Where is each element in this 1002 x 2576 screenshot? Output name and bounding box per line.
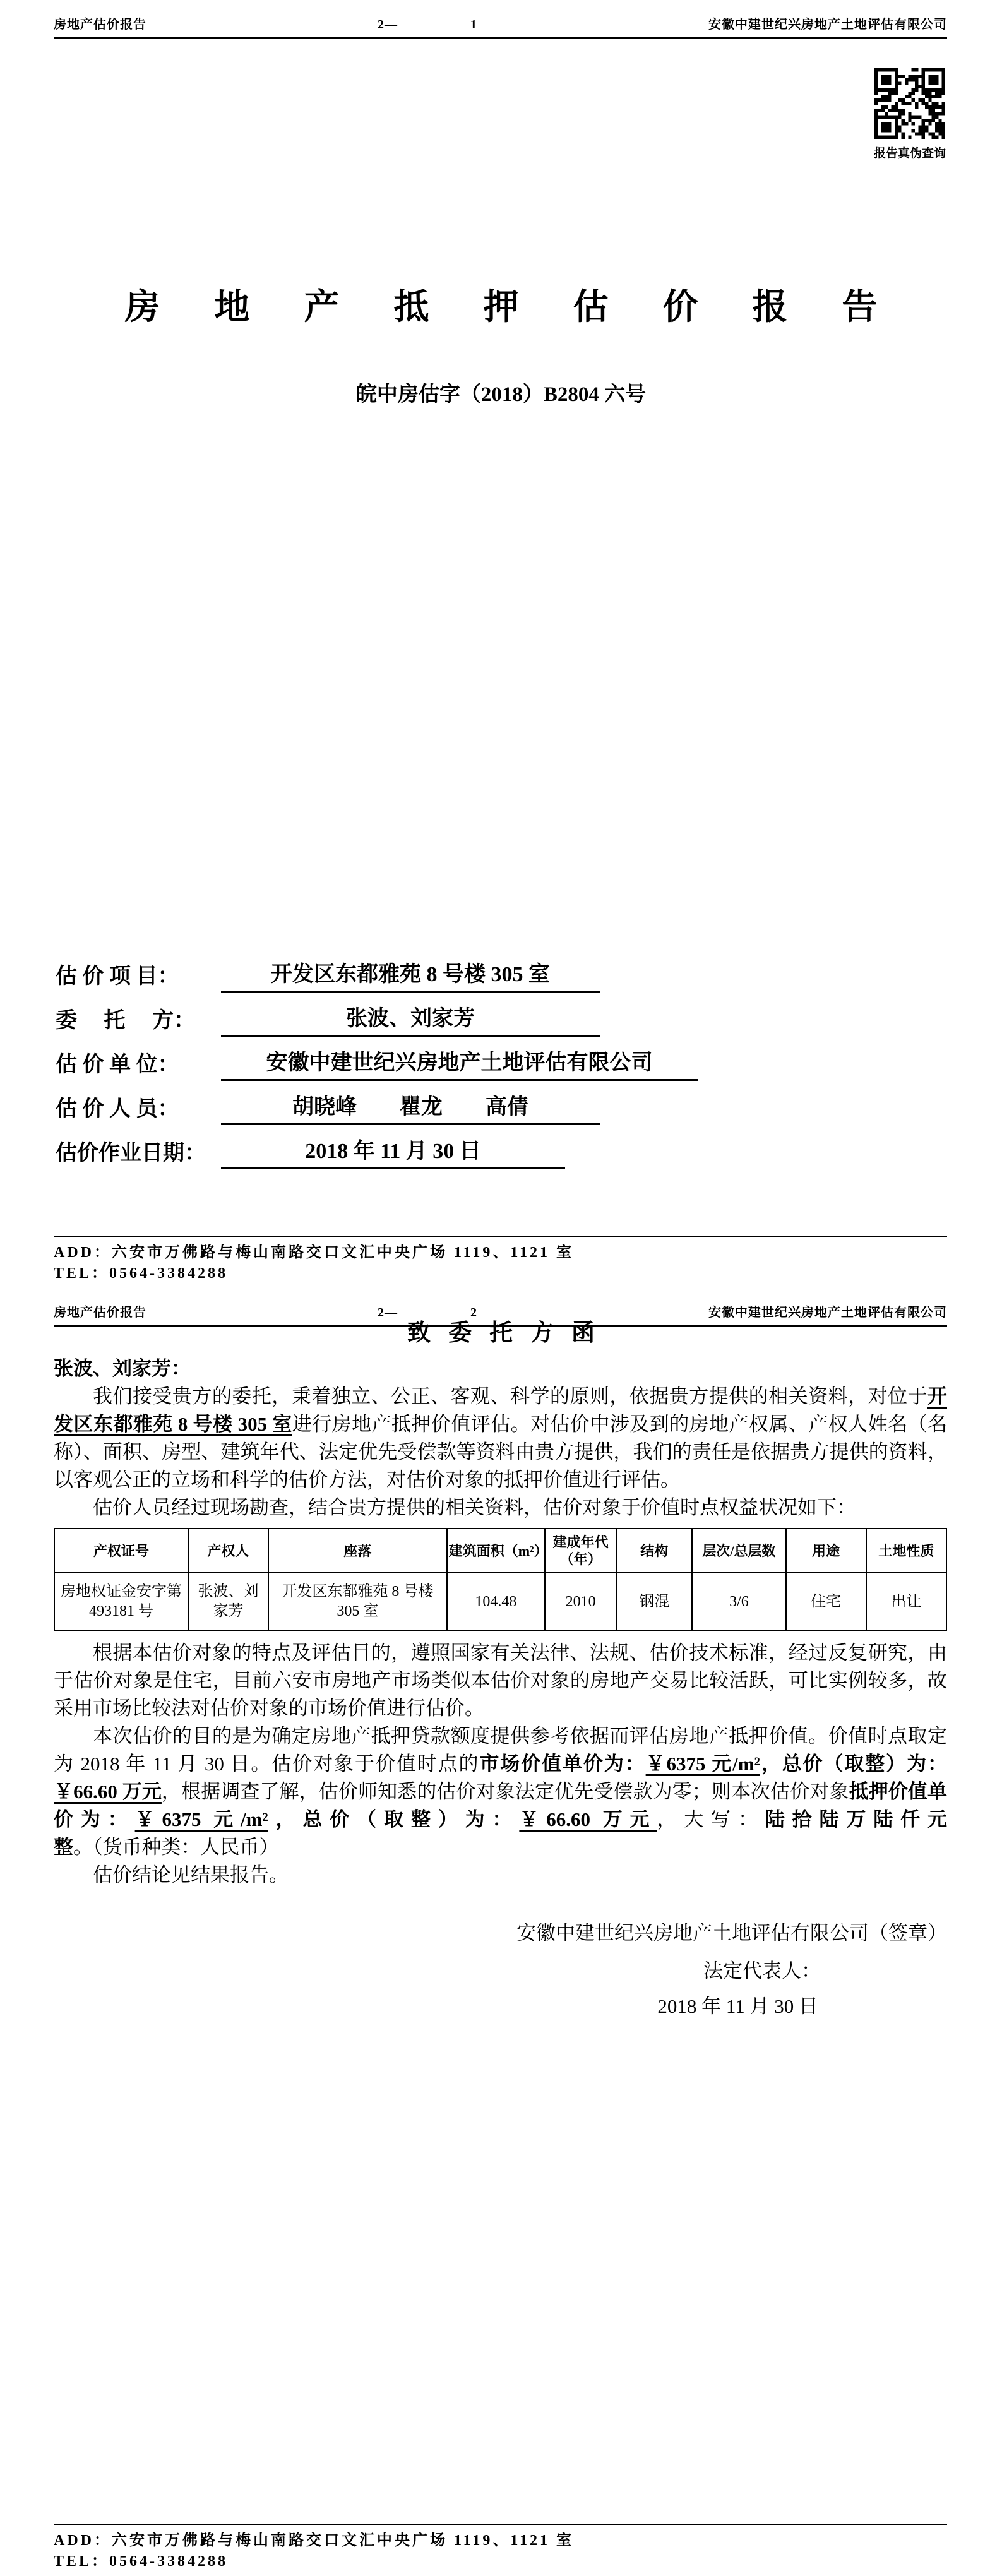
header-usage: 用途 xyxy=(786,1529,866,1573)
report-page-2 xyxy=(0,1288,1002,2576)
field-label-project: 估 价 项 目： xyxy=(56,965,179,988)
signature-date: 2018 年 11 月 30 日 xyxy=(657,1995,818,2017)
table-row xyxy=(54,1573,946,1631)
paragraph-survey: 估价人员经过现场勘查，结合贵方提供的相关资料，估价对象于价值时点权益状况如下： xyxy=(93,1496,856,1518)
text-segment: ， xyxy=(268,1808,303,1830)
text-segment: ￥6375 元/m² xyxy=(645,1753,760,1775)
cell-location: 开发区东都雅苑 8 号楼 305 室 xyxy=(268,1573,447,1631)
field-label-appraisal-firm: 估 价 单 位： xyxy=(56,1053,179,1076)
field-row-appraisal-date xyxy=(56,1125,698,1169)
header-year-built: 建成年代（年） xyxy=(545,1529,616,1573)
header-page-current: 2 xyxy=(470,1306,477,1320)
signature-company: 安徽中建世纪兴房地产土地评估有限公司（签章） xyxy=(516,1922,947,1944)
text-segment: 开发区东都雅苑 8 号楼 305 室 xyxy=(54,1385,947,1435)
field-value-appraisers: 胡晓峰 瞿龙 高倩 xyxy=(221,1089,600,1125)
header-page-number xyxy=(378,18,477,32)
page-footer xyxy=(54,1236,947,1284)
paragraph-engagement xyxy=(54,1383,947,1494)
footer-tel: TEL：0564-3384288 xyxy=(54,2553,229,2570)
text-segment: ￥66.60 万元 xyxy=(519,1808,657,1830)
header-page-total: 2— xyxy=(378,18,398,32)
page-footer xyxy=(54,2524,947,2572)
field-label-client: 委 托 方： xyxy=(56,1009,195,1032)
header-floor-area: 建筑面积（m²） xyxy=(447,1529,545,1573)
table-header-row xyxy=(54,1529,946,1573)
signature-block xyxy=(54,1919,947,2020)
header-location: 座落 xyxy=(268,1529,447,1573)
cover-fields xyxy=(56,948,698,1169)
text-segment: 抵押价值单价为： xyxy=(54,1780,948,1830)
text-segment: ￥66.60 万元 xyxy=(54,1780,162,1803)
signature-legal-rep: 法定代表人： xyxy=(703,1960,821,1982)
header-company-name: 安徽中建世纪兴房地产土地评估有限公司 xyxy=(708,18,947,32)
field-row-client xyxy=(56,993,698,1037)
field-value-appraisal-date: 2018 年 11 月 30 日 xyxy=(221,1133,565,1169)
header-page-total: 2— xyxy=(378,1306,398,1320)
field-row-project xyxy=(56,948,698,993)
cell-owner: 张波、刘家芳 xyxy=(188,1573,268,1631)
letter-body xyxy=(54,1355,947,2020)
text-segment: 。（货币种类：人民币） xyxy=(73,1836,279,1858)
field-label-appraisers: 估 价 人 员： xyxy=(56,1097,179,1121)
text-segment: 总价（取整）为： xyxy=(302,1808,520,1830)
header-owner: 产权人 xyxy=(188,1529,268,1573)
text-segment: ，根据调查了解，估价师知悉的估价对象法定优先受偿款为零；则本次估价对象 xyxy=(161,1780,849,1803)
field-row-appraisers xyxy=(56,1081,698,1125)
report-title: 房地产抵押估价报告 xyxy=(124,288,932,327)
header-structure: 结构 xyxy=(616,1529,692,1573)
cell-structure: 钢混 xyxy=(616,1573,692,1631)
cell-land-nature: 出让 xyxy=(866,1573,946,1631)
cell-year-built: 2010 xyxy=(545,1573,616,1631)
cell-floor-area: 104.48 xyxy=(447,1573,545,1631)
cell-certificate-no: 房地权证金安字第 493181 号 xyxy=(54,1573,188,1631)
header-doc-type: 房地产估价报告 xyxy=(54,1306,146,1320)
footer-address: ADD：六安市万佛路与梅山南路交口文汇中央广场 1119、1121 室 xyxy=(54,1244,575,1261)
header-certificate-no: 产权证号 xyxy=(54,1529,188,1573)
salutation: 张波、刘家芳： xyxy=(54,1357,191,1380)
field-row-appraisal-firm xyxy=(56,1037,698,1081)
text-segment: ， xyxy=(760,1753,782,1775)
header-page-current: 1 xyxy=(470,18,477,32)
text-segment: 总价（取整）为： xyxy=(782,1753,947,1775)
header-floor-level: 层次/总层数 xyxy=(692,1529,785,1573)
qr-code xyxy=(871,68,948,139)
text-segment: 进行房地产抵押价值评估。对估价中涉及到的房地产权属、产权人姓名（名称）、面积、房型、建筑年代、法定优先受偿款等资料由贵方提供，我们的责任是依据贵方提供的资料，以客观公正的立场和科学的估价方法，对估价对象的抵押价值进行评估。 xyxy=(54,1413,947,1491)
qr-verification-block xyxy=(871,68,948,161)
footer-address: ADD：六安市万佛路与梅山南路交口文汇中央广场 1119、1121 室 xyxy=(54,2532,575,2549)
text-segment: ，大写： xyxy=(657,1808,765,1830)
report-number: 皖中房估字（2018）B2804 六号 xyxy=(355,383,647,406)
field-value-appraisal-firm: 安徽中建世纪兴房地产土地评估有限公司 xyxy=(221,1045,698,1081)
text-segment: 我们接受贵方的委托，秉着独立、公正、客观、科学的原则，依据贵方提供的相关资料，对位于 xyxy=(93,1385,927,1407)
field-value-client: 张波、刘家芳 xyxy=(221,1001,600,1037)
text-segment: 市场价值单价为： xyxy=(479,1753,646,1775)
footer-tel: TEL：0564-3384288 xyxy=(54,1265,229,1282)
header-company-name: 安徽中建世纪兴房地产土地评估有限公司 xyxy=(708,1306,947,1320)
paragraph-method: 根据本估价对象的特点及评估目的，遵照国家有关法律、法规、估价技术标准，经过反复研究，由于估价对象是住宅，目前六安市房地产市场类似本估价对象的房地产交易比较活跃，可比实例较多，故采用市场比较法对估价对象的市场价值进行估价。 xyxy=(54,1642,947,1719)
text-segment: 陆拾陆万陆仟元整 xyxy=(54,1808,948,1858)
cell-usage: 住宅 xyxy=(786,1573,866,1631)
paragraph-conclusion: 估价结论见结果报告。 xyxy=(93,1864,289,1886)
header-land-nature: 土地性质 xyxy=(866,1529,946,1573)
qr-caption: 报告真伪查询 xyxy=(873,147,946,160)
text-segment: ￥6375 元/m² xyxy=(134,1808,268,1830)
field-label-appraisal-date: 估价作业日期： xyxy=(56,1142,206,1165)
header-doc-type: 房地产估价报告 xyxy=(54,18,146,32)
letter-title: 致委托方函 xyxy=(407,1320,612,1346)
cell-floor-level: 3/6 xyxy=(692,1573,785,1631)
field-value-project: 开发区东都雅苑 8 号楼 305 室 xyxy=(221,957,600,993)
text-segment: 本次估价的目的是为确定房地产抵押贷款额度提供参考依据而评估房地产抵押价值。价值时点取定为 2018 年 11 月 30 日。估价对象于价值时点的 xyxy=(54,1725,947,1775)
page-header xyxy=(54,14,947,39)
property-table xyxy=(54,1528,947,1631)
paragraph-valuation xyxy=(54,1722,947,1861)
